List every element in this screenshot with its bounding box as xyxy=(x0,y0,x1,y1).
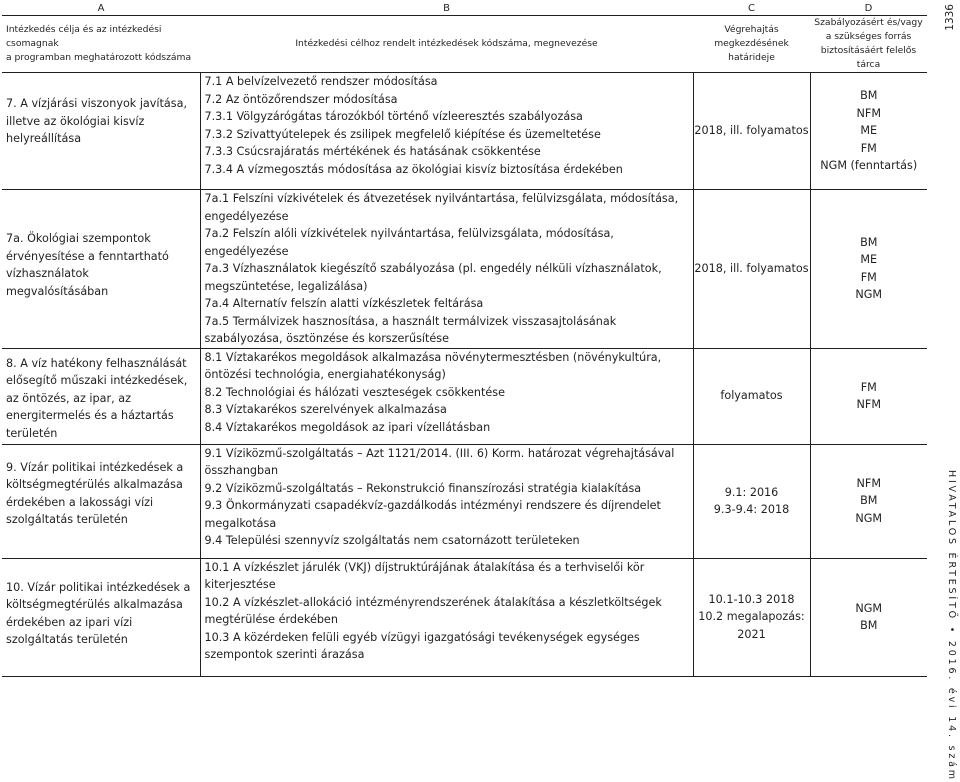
goal-cell: 10. Vízár politikai intézkedések a költségmegtérülés alkalmazása érdekében az ipari vízi szolgáltatás területén xyxy=(2,558,200,676)
measure-item: 9.3 Önkormányzati csapadékvíz-gazdálkodás intézményi rendszere és díjrendelet megalkotása xyxy=(204,499,661,530)
column-letter-row xyxy=(2,2,927,16)
header-deadline-line: Végrehajtás xyxy=(724,24,779,35)
responsible-item: NGM xyxy=(855,601,883,615)
measures-table xyxy=(2,2,927,677)
column-letter-a: A xyxy=(2,2,200,16)
responsible-item: FM xyxy=(860,141,877,155)
measure-item: 7a.3 Vízhasználatok kiegészítő szabályozása (pl. engedély nélküli vízhasználatok, megszüntetése, legalizálása) xyxy=(204,262,662,293)
responsible-cell xyxy=(810,190,927,349)
measure-item: 7.3.1 Völgyzárógátas tározókból történő vízleeresztés szabályozása xyxy=(204,110,583,123)
header-responsible-line: a szükséges forrás xyxy=(825,31,912,42)
page-number: 1336 xyxy=(944,4,956,31)
header-deadline-line: megkezdésének xyxy=(714,38,789,49)
measure-item: 7.3.3 Csúcsrajáratás mértékének és hatásának csökkentése xyxy=(204,145,541,158)
table-header-row xyxy=(2,16,927,73)
responsible-item: NFM xyxy=(856,398,881,411)
header-deadline xyxy=(693,16,810,73)
measures-cell xyxy=(200,73,693,190)
responsible-item: FM xyxy=(860,380,877,394)
column-letter-d: D xyxy=(810,2,927,16)
responsible-cell xyxy=(810,444,927,558)
responsible-item: BM xyxy=(860,235,878,249)
measure-item: 7.2 Az öntözőrendszer módosítása xyxy=(204,92,398,106)
measures-cell xyxy=(200,558,693,676)
measure-item: 7a.5 Termálvizek hasznosítása, a használt termálvizek visszasajtolásának szabályozása, ösztönzése és korszerűsítése xyxy=(204,314,617,345)
measure-item: 9.1 Víziközmű-szolgáltatás – Azt 1121/2014. (III. 6) Korm. határozat végrehajtásával összhangban xyxy=(204,446,675,477)
measure-item: 7a.2 Felszín alóli vízkivételek nyilvántartása, felülvizsgálata, módosítása, engedélyezése xyxy=(204,227,614,258)
measure-item: 7a.4 Alternatív felszín alatti vízkészletek feltárása xyxy=(204,297,484,310)
measure-item: 9.4 Települési szennyvíz szolgáltatás nem csatornázott területeken xyxy=(204,534,580,547)
measure-item: 7.3.4 A vízmegosztás módosítása az ökológiai kisvíz biztosítása érdekében xyxy=(204,162,623,176)
goal-cell: 8. A víz hatékony felhasználását elősegítő műszaki intézkedések, az öntözés, az ipar, az energitermelés és a háztartás területén xyxy=(2,348,200,444)
column-letter-c: C xyxy=(693,2,810,16)
responsible-item: ME xyxy=(860,124,878,138)
deadline-text: folyamatos xyxy=(720,389,783,403)
responsible-item: BM xyxy=(860,619,878,632)
deadline-text: 2018, ill. folyamatos xyxy=(694,262,809,275)
deadline-text: 9.1: 2016 xyxy=(724,485,779,499)
header-goal xyxy=(2,16,200,73)
deadline-text: 9.3-9.4: 2018 xyxy=(713,503,790,516)
side-margin xyxy=(936,0,960,782)
measures-cell xyxy=(200,444,693,558)
header-goal-line: a programban meghatározott kódszáma xyxy=(6,52,192,63)
header-responsible xyxy=(810,16,927,73)
header-responsible-line: biztosításáért felelős tárca xyxy=(820,45,917,70)
responsible-cell xyxy=(810,73,927,190)
goal-cell: 7a. Ökológiai szempontok érvényesítése a fenntartható vízhasználatok megvalósításában xyxy=(2,190,200,349)
measure-item: 10.2 A vízkészlet-allokáció intézményrendszerének átalakítása a készletköltségek megtérülése érdekében xyxy=(204,595,662,626)
table-row xyxy=(2,73,927,190)
responsible-item: NGM xyxy=(855,288,883,302)
responsible-item: BM xyxy=(860,89,878,103)
measure-item: 8.4 Víztakarékos megoldások az ipari vízellátásban xyxy=(204,420,491,434)
goal-cell: 9. Vízár politikai intézkedések a költségmegtérülés alkalmazása érdekében a lakossági vízi szolgáltatás területén xyxy=(2,444,200,558)
responsible-item: BM xyxy=(860,494,878,508)
journal-title: HIVATALOS ÉRTESÍTŐ • 2016. évi 14. szám xyxy=(946,470,957,782)
responsible-cell xyxy=(810,558,927,676)
header-measures xyxy=(200,16,693,73)
responsible-item: NFM xyxy=(856,106,881,120)
responsible-item: FM xyxy=(860,270,877,284)
measure-item: 10.1 A vízkészlet járulék (VKJ) díjstruktúrájának átalakítása és a terhviselői kör kiterjesztése xyxy=(204,560,645,591)
table-row xyxy=(2,190,927,349)
deadline-text: 2021 xyxy=(737,627,766,641)
table-row xyxy=(2,348,927,444)
responsible-cell xyxy=(810,348,927,444)
deadline-cell xyxy=(693,444,810,558)
table-row xyxy=(2,444,927,558)
measure-item: 9.2 Víziközmű-szolgáltatás – Rekonstrukció finanszírozási stratégia kialakítása xyxy=(204,481,642,495)
deadline-text: 2018, ill. folyamatos xyxy=(694,124,809,138)
deadline-cell xyxy=(693,558,810,676)
measure-item: 8.2 Technológiai és hálózati veszteségek csökkentése xyxy=(204,385,506,399)
goal-cell: 7. A vízjárási viszonyok javítása, illetve az ökológiai kisvíz helyreállítása xyxy=(2,73,200,190)
measures-cell xyxy=(200,348,693,444)
column-letter-b: B xyxy=(200,2,693,16)
responsible-item: NGM xyxy=(855,511,883,525)
deadline-text: 10.2 megalapozás: xyxy=(698,610,805,624)
responsible-item: NFM xyxy=(856,476,881,490)
header-goal-line: Intézkedés célja és az intézkedési csomagnak xyxy=(6,24,162,49)
header-responsible-line: Szabályozásért és/vagy xyxy=(814,17,923,28)
table-row xyxy=(2,558,927,676)
deadline-text: 10.1-10.3 2018 xyxy=(708,592,795,606)
responsible-item: NGM (fenntartás) xyxy=(820,159,918,173)
deadline-cell xyxy=(693,348,810,444)
measures-cell xyxy=(200,190,693,349)
measure-item: 7.1 A belvízelvezető rendszer módosítása xyxy=(204,75,438,88)
measure-item: 8.3 Víztakarékos szerelvények alkalmazása xyxy=(204,403,447,416)
deadline-cell xyxy=(693,190,810,349)
measure-item: 10.3 A közérdeken felüli egyéb vízügyi igazgatósági tevékenységek egységes szempontok szerinti árazása xyxy=(204,630,640,661)
measure-item: 7a.1 Felszíni vízkivételek és átvezetések nyilvántartása, felülvizsgálata, módosítása, engedélyezése xyxy=(204,192,679,223)
header-measures-line: Intézkedési célhoz rendelt intézkedések kódszáma, megnevezése xyxy=(295,38,598,49)
responsible-item: ME xyxy=(860,253,878,267)
header-deadline-line: határideje xyxy=(728,52,775,63)
measure-item: 7.3.2 Szivattyútelepek és zsilipek megfelelő kiépítése és üzemeltetése xyxy=(204,127,601,141)
deadline-cell xyxy=(693,73,810,190)
measure-item: 8.1 Víztakarékos megoldások alkalmazása növénytermesztésben (növénykultúra, öntözési technológia, energiahatékonyság) xyxy=(204,350,662,381)
